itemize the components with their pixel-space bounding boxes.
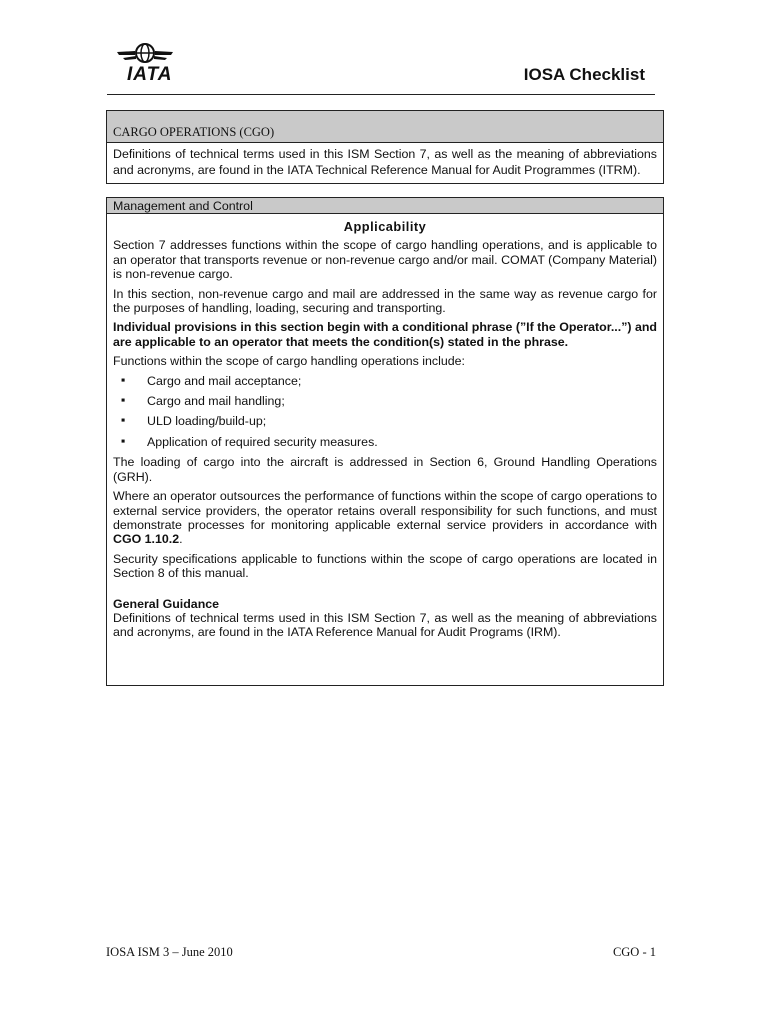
guidance-title: General Guidance <box>113 596 220 611</box>
management-control-box <box>106 197 664 686</box>
section-heading: CARGO OPERATIONS (CGO) <box>107 111 663 143</box>
bullet-icon: ▪ <box>121 393 126 408</box>
footer-edition: IOSA ISM 3 – June 2010 <box>106 945 233 959</box>
list-item: ▪ Cargo and mail acceptance; <box>121 372 302 388</box>
list-item: ▪ Application of required security measures. <box>121 433 378 449</box>
footer-page-number: CGO - 1 <box>612 945 656 959</box>
bullet-icon: ▪ <box>121 372 126 387</box>
list-item: ▪ Cargo and mail handling; <box>121 393 285 409</box>
box-heading: Management and Control <box>107 198 663 214</box>
box-content <box>107 214 663 640</box>
logo-text: IATA <box>127 64 173 85</box>
paragraph-functions-intro: Functions within the scope of cargo handling operations include: <box>113 354 465 369</box>
cgo-reference: CGO 1.10.2 <box>113 532 180 547</box>
bullet-icon: ▪ <box>121 433 126 448</box>
paragraph-security: Security specifications applicable to functions within the scope of cargo operations are located in Section 8 of this manual. <box>113 551 657 581</box>
paragraph-non-revenue: In this section, non-revenue cargo and mail are addressed in the same way as revenue cargo for the purposes of handling, loading, securing and transporting. <box>113 286 657 316</box>
paragraph-conditional: Individual provisions in this section begin with a conditional phrase (”If the Operator...”) and are applicable to an operator that meets the condition(s) stated in the phrase. <box>113 320 657 349</box>
functions-list <box>113 374 657 450</box>
intro-box <box>106 110 664 184</box>
page-header <box>107 40 655 95</box>
paragraph-outsourcing: Where an operator outsources the performance of functions within the scope of cargo operations to external service providers, the operator retains overall responsibility for such functions, and must demonstrate processes for monitoring applicable external service providers in accordance with CGO 1.10.2. <box>113 489 657 547</box>
paragraph-loading: The loading of cargo into the aircraft is addressed in Section 6, Ground Handling Operations (GRH). <box>113 455 657 484</box>
paragraph-scope: Section 7 addresses functions within the scope of cargo handling operations, and is applicable to an operator that transports revenue or non-revenue cargo and/or mail. COMAT (Company Material) is non-revenue cargo. <box>113 238 657 282</box>
intro-text: Definitions of technical terms used in this ISM Section 7, as well as the meaning of abbreviations and acronyms, are found in the IATA Technical Reference Manual for Audit Programmes (ITRM). <box>113 147 657 177</box>
guidance-body: Definitions of technical terms used in this ISM Section 7, as well as the meaning of abbreviations and acronyms, are found in the IATA Reference Manual for Audit Programs (IRM). <box>113 610 657 640</box>
list-item: ▪ ULD loading/build-up; <box>121 413 267 429</box>
applicability-title: Applicability <box>343 219 427 234</box>
bullet-icon: ▪ <box>121 413 126 428</box>
iata-logo <box>115 40 175 86</box>
document-title: IOSA Checklist <box>523 65 645 84</box>
